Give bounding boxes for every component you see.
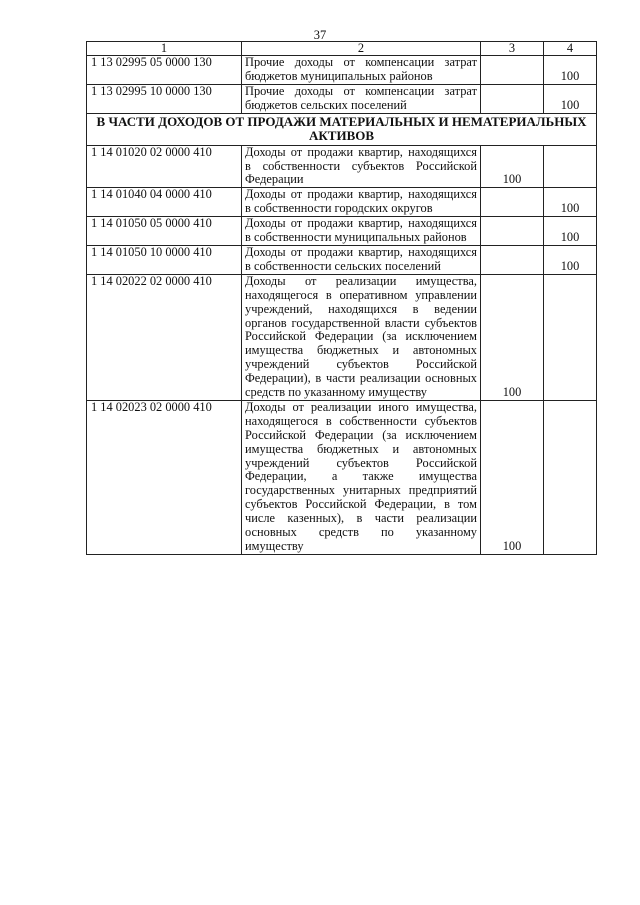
page-number: 37	[313, 28, 327, 42]
revenue-code: 1 14 01050 10 0000 410	[87, 245, 242, 274]
value-col4: 100	[544, 84, 597, 113]
value-col4: 100	[544, 245, 597, 274]
value-col3	[481, 84, 544, 113]
table-row	[87, 188, 597, 217]
revenue-description: Доходы от продажи квартир, находящихся в собственности сельских поселений	[242, 245, 481, 274]
revenue-description: Доходы от реализации имущества, находящегося в оперативном управлении учреждений, находящихся в ведении органов государственной власти субъектов Российской Федерации (за исключением имущества бюджетных и автономных учреждений субъектов Российской Федерации), в части реализации основных средств по указанному имуществу	[242, 274, 481, 400]
table-row	[87, 145, 597, 188]
revenue-description: Доходы от продажи квартир, находящихся в собственности городских округов	[242, 188, 481, 217]
value-col3	[481, 56, 544, 85]
column-header: 4	[544, 42, 597, 56]
value-col4: 100	[544, 188, 597, 217]
column-header: 3	[481, 42, 544, 56]
revenue-code: 1 14 01050 05 0000 410	[87, 217, 242, 246]
table-row	[87, 56, 597, 85]
table-row	[87, 84, 597, 113]
value-col3	[481, 245, 544, 274]
revenue-code: 1 13 02995 10 0000 130	[87, 84, 242, 113]
value-col4	[544, 145, 597, 188]
value-col4	[544, 274, 597, 400]
table-row	[87, 245, 597, 274]
table-row	[87, 274, 597, 400]
value-col3: 100	[481, 145, 544, 188]
revenue-description: Доходы от продажи квартир, находящихся в собственности субъектов Российской Федерации	[242, 145, 481, 188]
revenue-description: Доходы от продажи квартир, находящихся в собственности муниципальных районов	[242, 217, 481, 246]
value-col3: 100	[481, 400, 544, 554]
table-header-row	[87, 42, 597, 56]
revenue-description: Доходы от реализации иного имущества, находящегося в собственности субъектов Российской Федерации (за исключением имущества бюджетных и автономных учреждений субъектов Российской Федерации, а также имущества государственных унитарных предприятий субъектов Российской Федерации, в том числе казенных), в части реализации основных средств по указанному имуществу	[242, 400, 481, 554]
section-header-row	[87, 113, 597, 145]
revenue-code: 1 13 02995 05 0000 130	[87, 56, 242, 85]
revenue-code: 1 14 02022 02 0000 410	[87, 274, 242, 400]
value-col4: 100	[544, 56, 597, 85]
revenue-code: 1 14 01040 04 0000 410	[87, 188, 242, 217]
revenue-table	[86, 41, 597, 555]
value-col4	[544, 400, 597, 554]
table-row	[87, 400, 597, 554]
value-col3	[481, 217, 544, 246]
section-title: В ЧАСТИ ДОХОДОВ ОТ ПРОДАЖИ МАТЕРИАЛЬНЫХ И НЕМАТЕРИАЛЬНЫХ АКТИВОВ	[87, 113, 597, 145]
column-header: 1	[87, 42, 242, 56]
table-row	[87, 217, 597, 246]
revenue-description: Прочие доходы от компенсации затрат бюджетов муниципальных районов	[242, 56, 481, 85]
revenue-code: 1 14 01020 02 0000 410	[87, 145, 242, 188]
value-col3: 100	[481, 274, 544, 400]
revenue-code: 1 14 02023 02 0000 410	[87, 400, 242, 554]
value-col4: 100	[544, 217, 597, 246]
column-header: 2	[242, 42, 481, 56]
revenue-description: Прочие доходы от компенсации затрат бюджетов сельских поселений	[242, 84, 481, 113]
value-col3	[481, 188, 544, 217]
